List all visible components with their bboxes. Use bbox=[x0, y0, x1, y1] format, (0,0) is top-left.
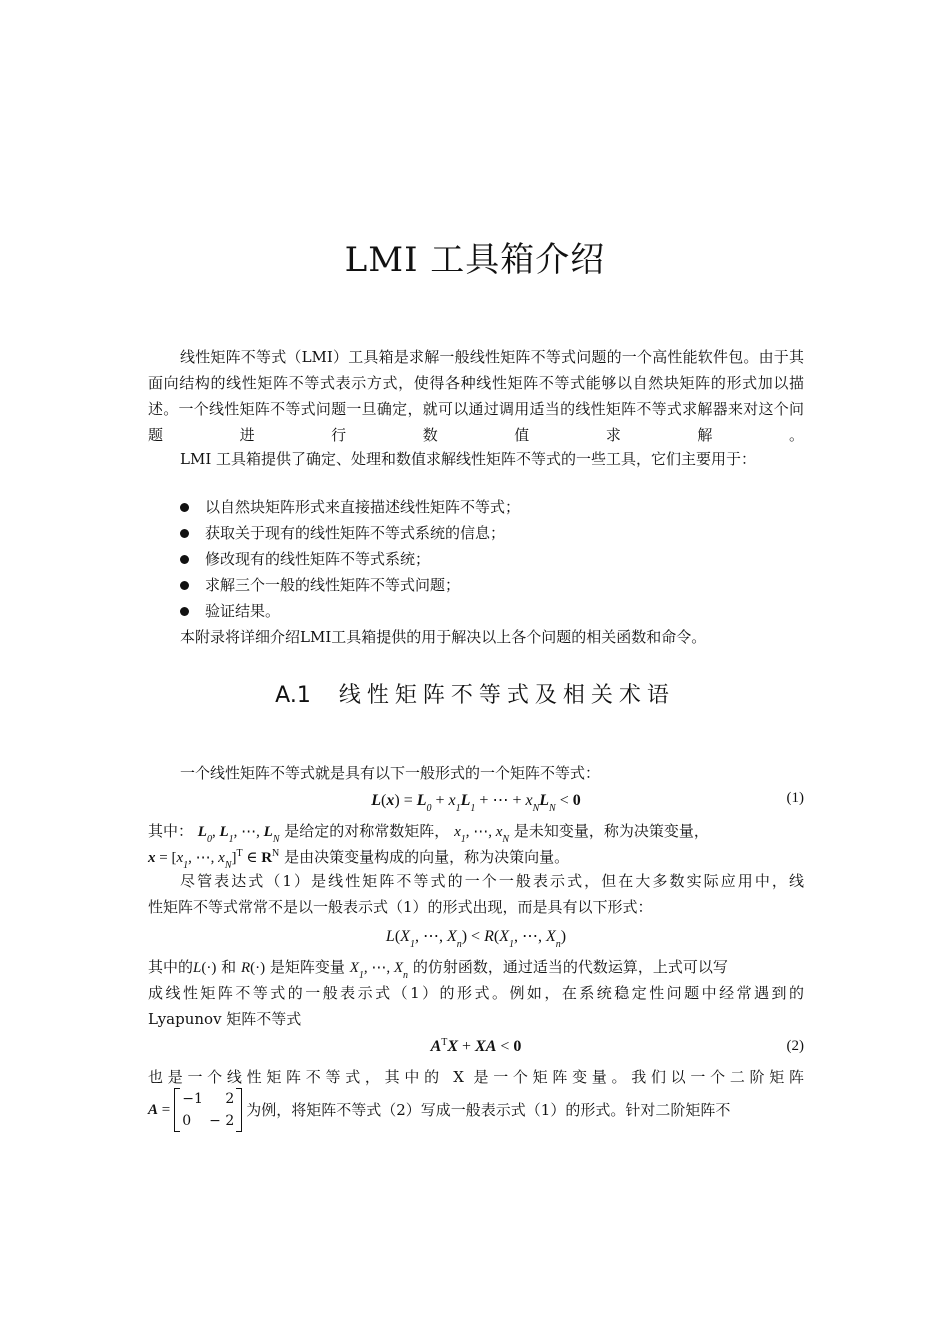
body-sentence-1: 一个线性矩阵不等式就是具有以下一般形式的一个矩阵不等式： bbox=[180, 764, 601, 782]
bullet-icon bbox=[180, 607, 189, 616]
equation-2: $A^TX$ + XA < 0 (2) bbox=[430, 1037, 804, 1055]
list-item: 以自然块矩阵形式来直接描述线性矩阵不等式； bbox=[180, 494, 520, 520]
body-sentence-4-line-1: 也是一个线性矩阵不等式，其中的 X 是一个矩阵变量。我们以一个二阶矩阵 bbox=[148, 1068, 804, 1086]
where-line-2: $x = [x_1$, ⋯, $x_N]^T$ ∈ $R^N$ 是由决策变量构成的向量，称为决策向量。 bbox=[148, 848, 570, 871]
intro-paragraph-3: 本附录将详细介绍LMI工具箱提供的用于解决以上各个问题的相关函数和命令。 bbox=[180, 628, 707, 646]
bullet-icon bbox=[180, 529, 189, 538]
list-item: 获取关于现有的线性矩阵不等式系统的信息； bbox=[180, 520, 520, 546]
matrix-a: −1 2 0 − 2 bbox=[174, 1088, 242, 1132]
body-sentence-3-line-2: 成线性矩阵不等式的一般表示式（1）的形式。例如，在系统稳定性问题中经常遇到的 bbox=[148, 984, 804, 1002]
body-sentence-2-line-1: 尽管表达式（1）是线性矩阵不等式的一个一般表示式，但在大多数实际应用中，线 bbox=[180, 872, 804, 890]
body-sentence-4-line-2: A = −1 2 0 − 2 为例，将矩阵不等式（2）写成一般表示式（1）的形式。针对二阶矩阵不 bbox=[148, 1088, 804, 1132]
section-title: 线性矩阵不等式及相关术语 bbox=[338, 683, 675, 708]
page-title: LMI 工具箱介绍 bbox=[344, 240, 606, 280]
intro-paragraph-2: LMI 工具箱提供了确定、处理和数值求解线性矩阵不等式的一些工具，它们主要用于： bbox=[180, 450, 757, 468]
equation-number: (2) bbox=[786, 1038, 804, 1054]
section-heading bbox=[0, 678, 950, 709]
bullet-icon bbox=[180, 581, 189, 590]
list-item: 修改现有的线性矩阵不等式系统； bbox=[180, 546, 520, 572]
body-sentence-2-line-2: 性矩阵不等式常常不是以一般表示式（1）的形式出现，而是具有以下形式： bbox=[148, 898, 653, 916]
equation-number: (1) bbox=[786, 790, 804, 806]
bullet-icon bbox=[180, 555, 189, 564]
intro-paragraph-1: 线性矩阵不等式（LMI）工具箱是求解一般线性矩阵不等式问题的一个高性能软件包。由于其面向结构的线性矩阵不等式表示方式，使得各种线性矩阵不等式能够以自然块矩阵的形式加以描述。一个线性矩阵不等式问题一旦确定，就可以通过调用适当的线性矩阵不等式求解器来对这个问题进行数值求解。 bbox=[148, 348, 804, 444]
body-sentence-3-line-3: Lyapunov 矩阵不等式 bbox=[148, 1010, 302, 1028]
where-line-1: 其中： $L_0$, $L_1$, ⋯, $L_N$ 是给定的对称常数矩阵， $x_1$, ⋯, $x_N$ 是未知变量，称为决策变量， bbox=[148, 822, 709, 845]
body-sentence-3-line-1: 其中的L(·) 和 R(·) 是矩阵变量 $X_1$, ⋯, $X_n$ 的仿射函数，通过适当的代数运算，上式可以写 bbox=[148, 958, 728, 981]
bullet-icon bbox=[180, 503, 189, 512]
equation-1: $L(x) = L_0 + x_1L_1$ + ⋯ + $x_NL_N < 0$ (1) bbox=[371, 790, 804, 814]
equation-lr: $L(X_1$, ⋯, $X_n) < R(X_1$, ⋯, $X_n$) bbox=[385, 928, 567, 950]
list-item: 验证结果。 bbox=[180, 598, 520, 624]
section-number: A.1 bbox=[275, 683, 311, 708]
list-item: 求解三个一般的线性矩阵不等式问题； bbox=[180, 572, 520, 598]
feature-list bbox=[180, 494, 520, 624]
